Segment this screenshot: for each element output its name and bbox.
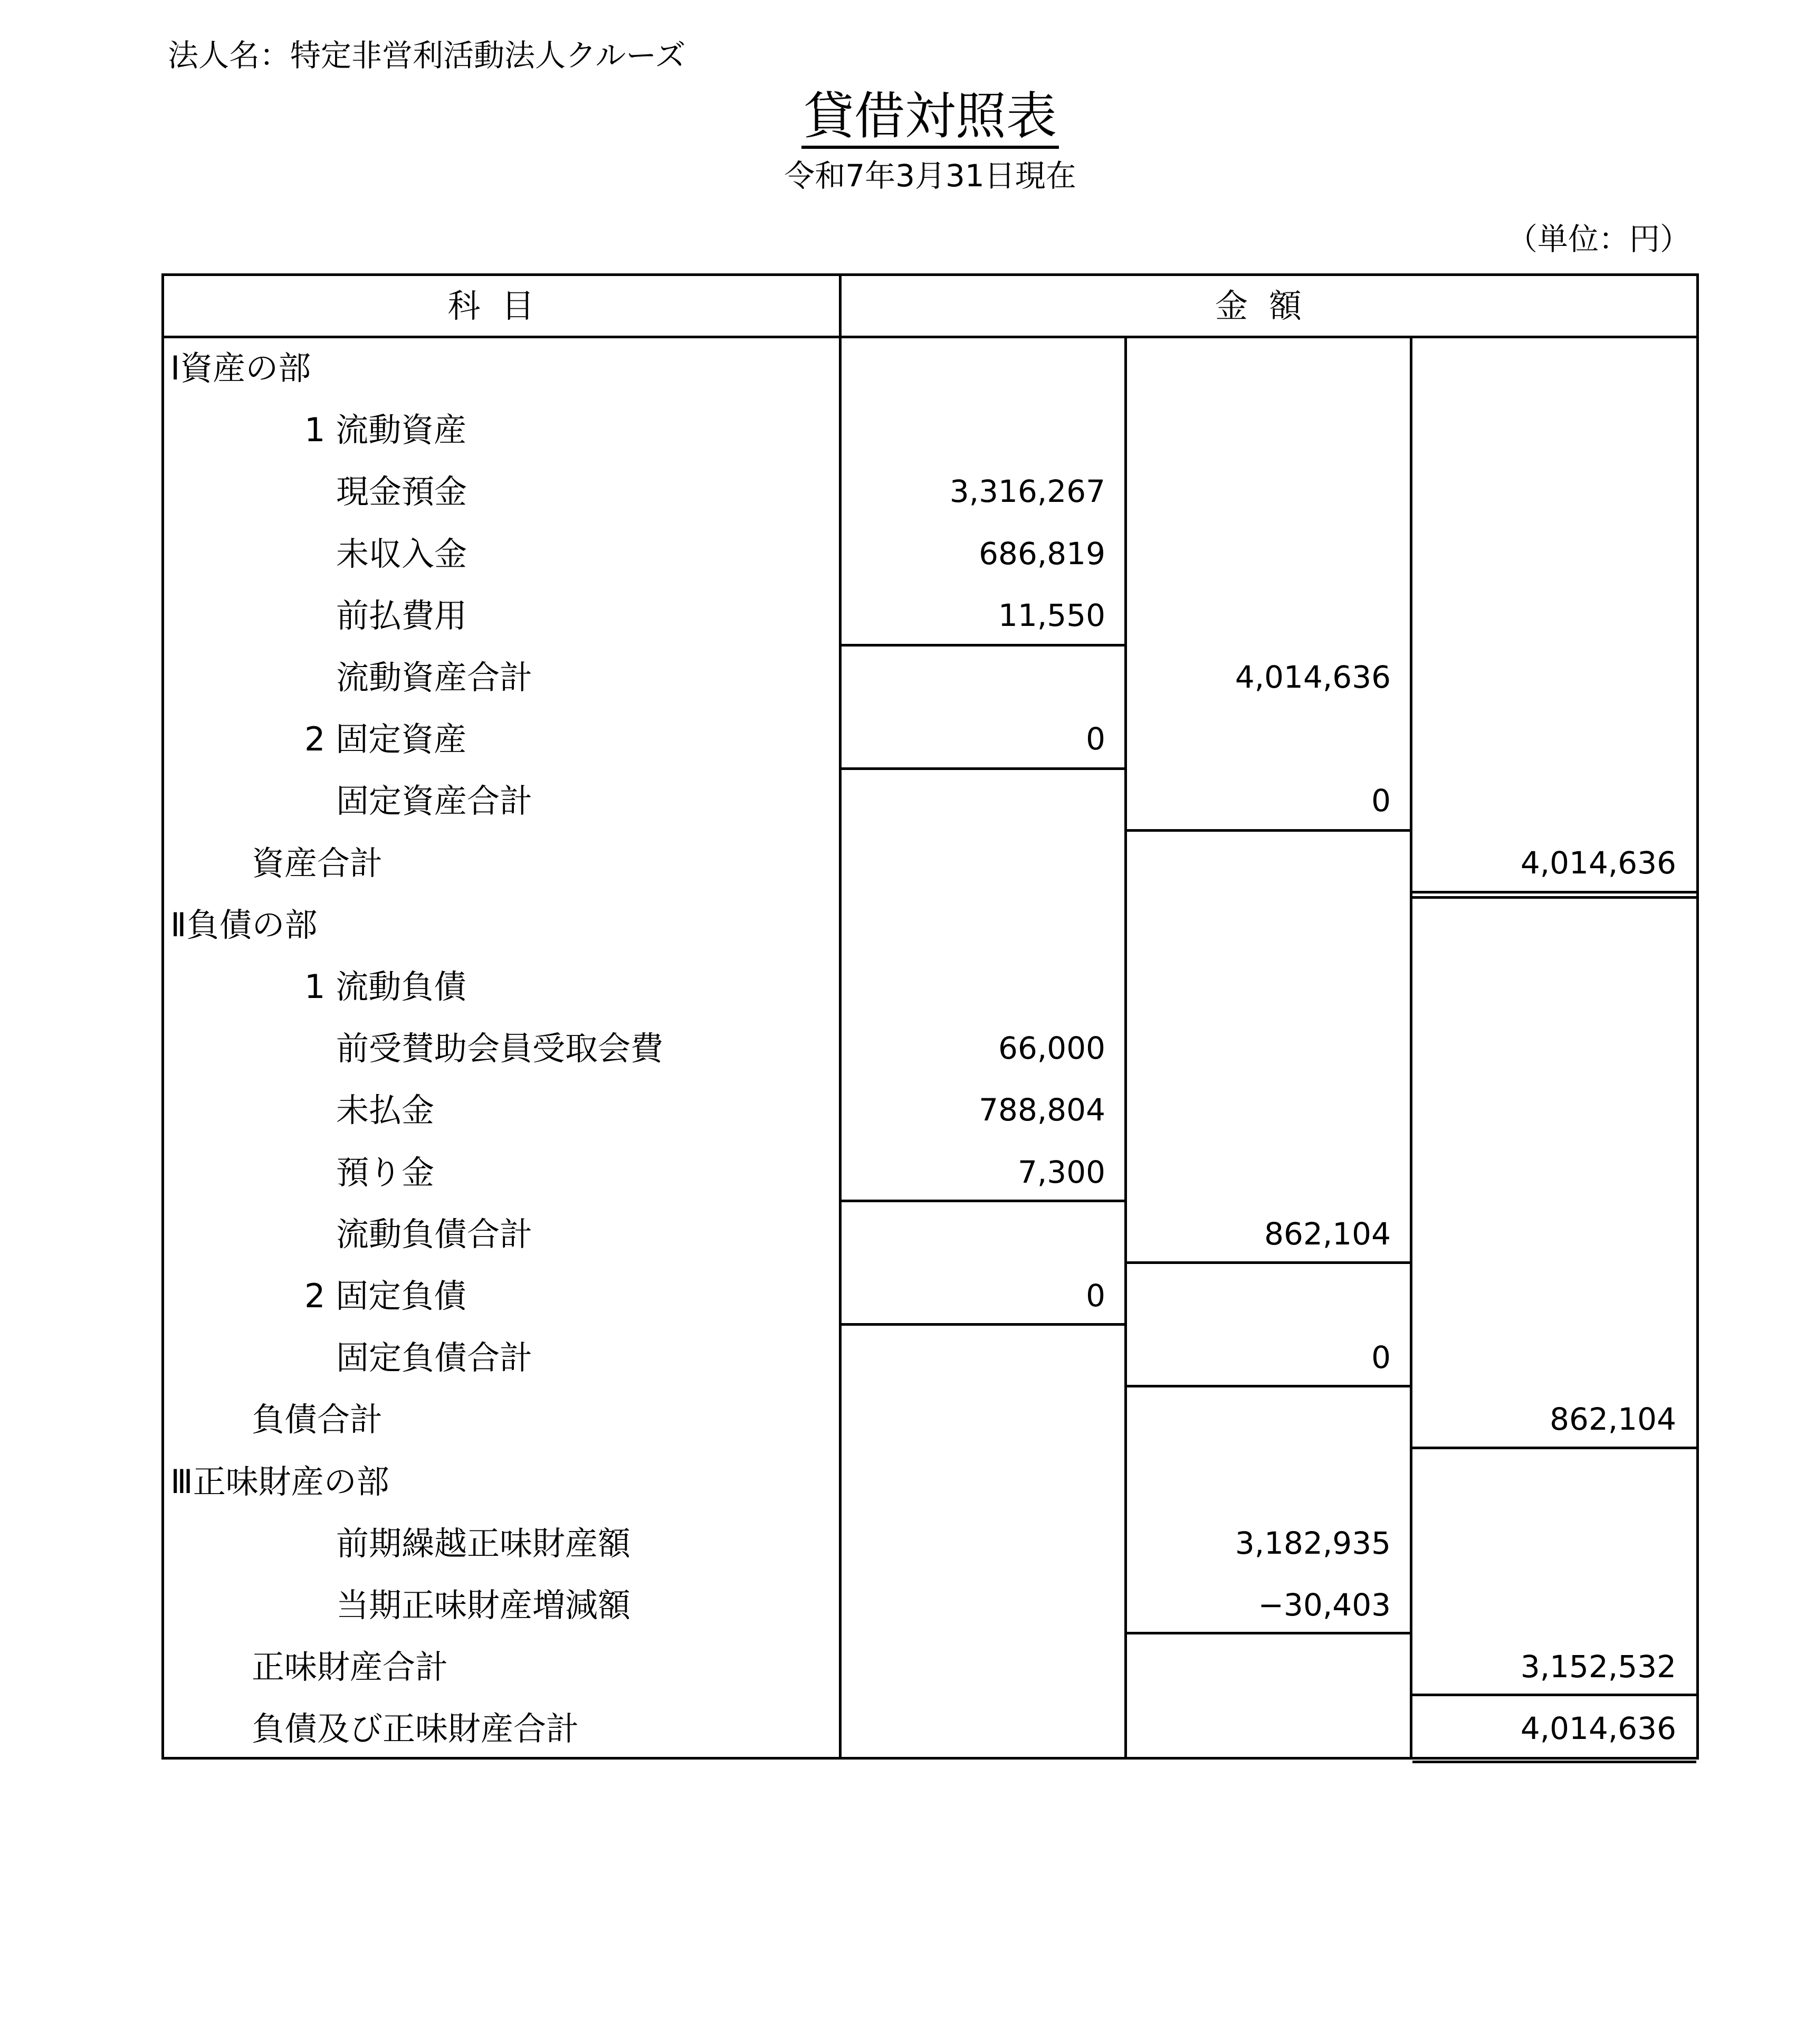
row-label: 固定負債合計 bbox=[336, 1338, 533, 1377]
row-label: 資産合計 bbox=[252, 844, 383, 882]
row-label: 流動資産合計 bbox=[336, 658, 533, 697]
header-subject: 科目 bbox=[447, 287, 556, 325]
row-amount-c2: 3,182,935 bbox=[1235, 1525, 1391, 1561]
row-label: 固定資産合計 bbox=[336, 782, 533, 820]
row-amount-c1: 0 bbox=[1086, 721, 1105, 757]
row-label: 前払費用 bbox=[336, 596, 467, 635]
as-of-date: 令和7年3月31日現在 bbox=[784, 158, 1076, 194]
row-label: 前期繰越正味財産額 bbox=[336, 1524, 631, 1563]
row-label: 流動負債合計 bbox=[336, 1215, 533, 1253]
row-label: Ⅲ正味財産の部 bbox=[170, 1462, 389, 1501]
row-amount-c2: 862,104 bbox=[1264, 1216, 1391, 1252]
row-amount-c1: 788,804 bbox=[979, 1092, 1105, 1128]
document-title bbox=[0, 84, 1815, 149]
row-label: 1 流動資産 bbox=[304, 411, 467, 449]
row-label: 2 固定資産 bbox=[304, 720, 467, 758]
rule-c3-assets-double-2 bbox=[1412, 896, 1696, 899]
row-label: 負債及び正味財産合計 bbox=[252, 1709, 579, 1748]
row-label: 2 固定負債 bbox=[304, 1277, 467, 1315]
document-title-text: 貸借対照表 bbox=[801, 87, 1059, 149]
row-amount-c2: 0 bbox=[1371, 1339, 1391, 1375]
row-amount-c3: 4,014,636 bbox=[1520, 1710, 1676, 1746]
header-amount: 金額 bbox=[1215, 287, 1323, 325]
row-amount-c1: 3,316,267 bbox=[949, 473, 1105, 509]
row-label: 正味財産合計 bbox=[252, 1648, 448, 1686]
row-amount-c2: 0 bbox=[1371, 783, 1391, 819]
row-amount-c3: 862,104 bbox=[1550, 1401, 1676, 1437]
row-label: 未収入金 bbox=[336, 535, 467, 573]
corporation-name: 法人名：特定非営利活動法人クルーズ bbox=[168, 37, 686, 73]
row-amount-c3: 3,152,532 bbox=[1520, 1649, 1676, 1685]
row-label: 預り金 bbox=[336, 1153, 435, 1192]
row-amount-c1: 686,819 bbox=[979, 536, 1105, 572]
row-amount-c3: 4,014,636 bbox=[1520, 845, 1676, 881]
header-divider bbox=[164, 336, 1696, 338]
row-amount-c1: 0 bbox=[1086, 1278, 1105, 1314]
row-amount-c2: 4,014,636 bbox=[1235, 659, 1391, 695]
row-label: 前受賛助会員受取会費 bbox=[336, 1029, 664, 1068]
row-amount-c2: −30,403 bbox=[1258, 1587, 1391, 1623]
balance-sheet-table bbox=[161, 273, 1699, 1760]
column-divider-2 bbox=[1410, 336, 1412, 1757]
row-amount-c1: 66,000 bbox=[998, 1030, 1105, 1066]
row-label: Ⅱ負債の部 bbox=[170, 906, 318, 944]
row-label: 1 流動負債 bbox=[304, 967, 467, 1006]
rule-c3-total-double bbox=[1412, 1761, 1696, 1763]
row-label: 負債合計 bbox=[252, 1400, 383, 1439]
row-label: 当期正味財産増減額 bbox=[336, 1586, 631, 1624]
row-label: 現金預金 bbox=[336, 472, 467, 511]
unit-label: （単位：円） bbox=[1506, 221, 1690, 257]
row-amount-c1: 11,550 bbox=[998, 597, 1105, 633]
row-label: 未払金 bbox=[336, 1091, 435, 1129]
row-label: Ⅰ資産の部 bbox=[170, 349, 311, 387]
row-amount-c1: 7,300 bbox=[1017, 1154, 1105, 1190]
